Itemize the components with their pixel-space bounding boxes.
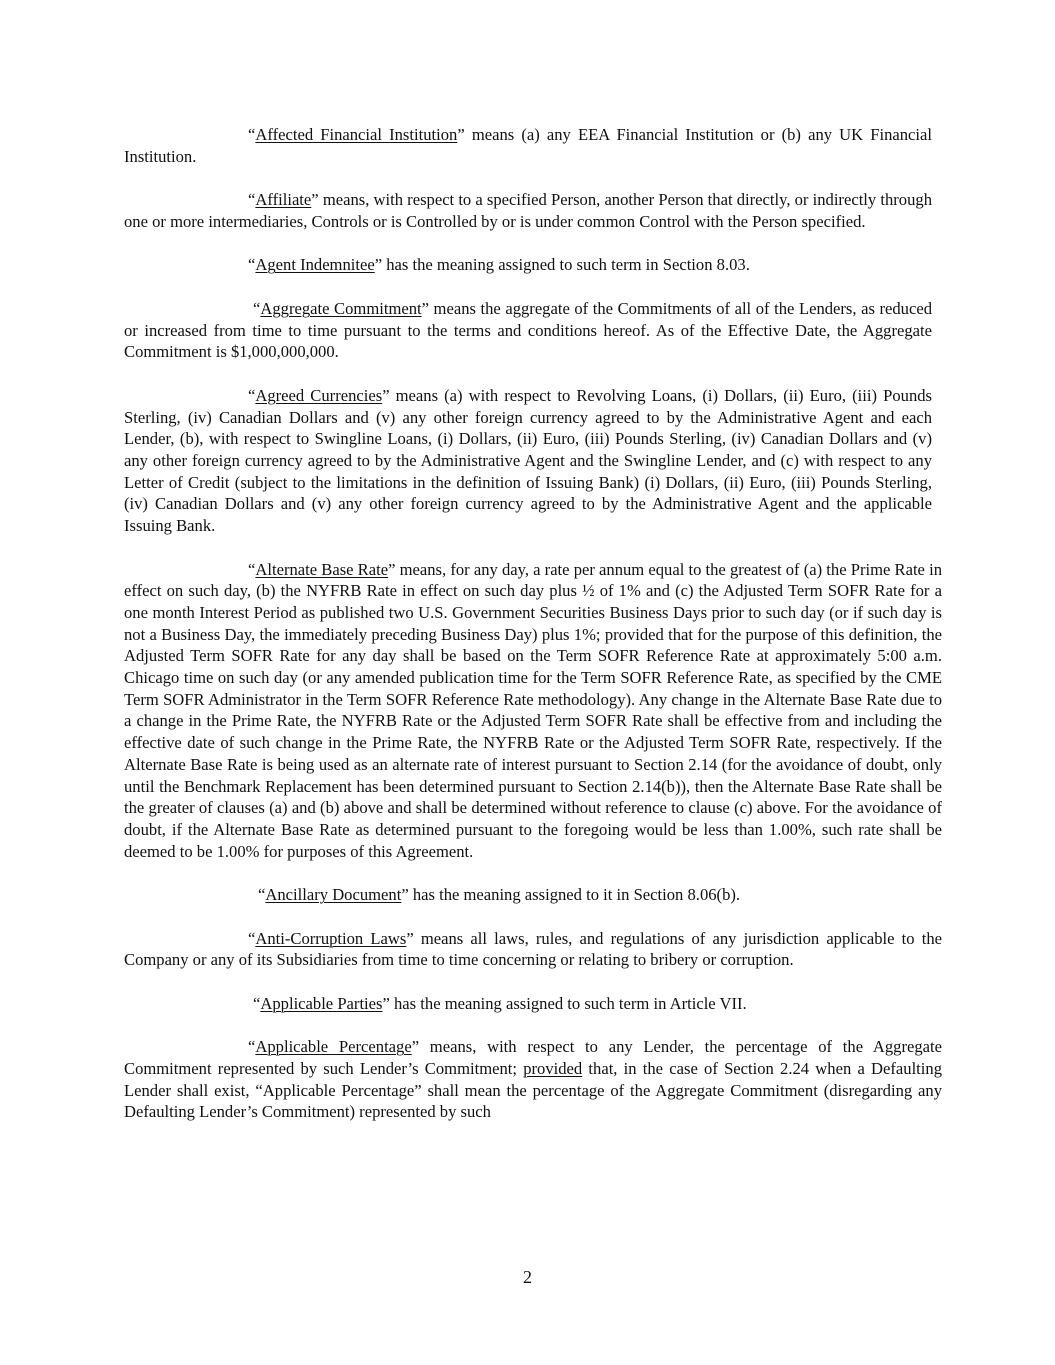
definition-alternate-base-rate bbox=[124, 559, 942, 863]
definitions-section bbox=[124, 124, 942, 1123]
open-quote: “ bbox=[253, 993, 261, 1013]
defined-term: Applicable Percentage bbox=[255, 1037, 412, 1057]
definition-text: ” means (a) any EEA Financial Institution or (b) any UK Financial Institution. bbox=[124, 125, 933, 166]
definition-text: ” means (a) with respect to Revolving Loans, (i) Dollars, (ii) Euro, (iii) Pounds Sterling, (iv) Canadian Dollars and (v) any other foreign currency agreed to by the Administrative Agent and each Lender, (b), with respect to Swingline Loans, (i) Dollars, (ii) Euro, (iii) Pounds Sterling, (iv) Canadian Dollars and (v) any other foreign currency agreed to by the Administrative Agent and the Swingline Lender, and (c) with respect to any Letter of Credit (subject to the limitations in the definition of Issuing Bank) (i) Dollars, (ii) Euro, (iii) Pounds Sterling, (iv) Canadian Dollars and (v) any other foreign currency agreed to by the Administrative Agent and the applicable Issuing Bank. bbox=[124, 385, 932, 536]
definition-agent-indemnitee bbox=[124, 254, 932, 276]
defined-term: Affiliate bbox=[255, 190, 312, 210]
definition-applicable-percentage bbox=[124, 1036, 942, 1123]
definition-applicable-parties bbox=[124, 993, 942, 1015]
defined-term: Ancillary Document bbox=[265, 885, 402, 905]
defined-term: Aggregate Commitment bbox=[260, 298, 422, 318]
open-quote: “ bbox=[248, 559, 256, 579]
open-quote: “ bbox=[248, 255, 256, 275]
open-quote: “ bbox=[248, 928, 256, 948]
definition-affected-financial-institution bbox=[124, 124, 932, 167]
definition-ancillary-document bbox=[124, 884, 942, 906]
defined-term: Agreed Currencies bbox=[255, 385, 383, 405]
definition-text: ” has the meaning assigned to such term in Article VII. bbox=[382, 993, 747, 1013]
definition-text: ” has the meaning assigned to it in Section 8.06(b). bbox=[401, 885, 741, 905]
open-quote: “ bbox=[253, 298, 261, 318]
definition-text: ” means, for any day, a rate per annum equal to the greatest of (a) the Prime Rate in effect on such day, (b) the NYFRB Rate in effect on such day plus ½ of 1% and (c) the Adjusted Term SOFR Rate for a one month Interest Period as published two U.S. Government Securities Business Days prior to such day (or if such day is not a Business Day, the immediately preceding Business Day) plus 1%; provided that for the purpose of this definition, the Adjusted Term SOFR Rate for any day shall be based on the Term SOFR Reference Rate at approximately 5:00 a.m. Chicago time on such day (or any amended publication time for the Term SOFR Reference Rate, as specified by the CME Term SOFR Administrator in the Term SOFR Reference Rate methodology). Any change in the Alternate Base Rate due to a change in the Prime Rate, the NYFRB Rate or the Adjusted Term SOFR Rate shall be effective from and including the effective date of such change in the Prime Rate, the NYFRB Rate or the Adjusted Term SOFR Rate, respectively. If the Alternate Base Rate is being used as an alternate rate of interest pursuant to Section 2.14 (for the avoidance of doubt, only until the Benchmark Replacement has been determined pursuant to Section 2.14(b)), then the Alternate Base Rate shall be the greater of clauses (a) and (b) above and shall be determined without reference to clause (c) above. For the avoidance of doubt, if the Alternate Base Rate as determined pursuant to the foregoing would be less than 1.00%, such rate shall be deemed to be 1.00% for purposes of this Agreement. bbox=[124, 559, 942, 861]
definition-anti-corruption-laws bbox=[124, 928, 942, 971]
open-quote: “ bbox=[248, 190, 256, 210]
open-quote: “ bbox=[248, 385, 256, 405]
definition-text-continued: that, in the case of Section 2.24 when a Defaulting Lender shall exist, “Applicable Percentage” shall mean the percentage of the Aggregate Commitment (disregarding any Defaulting Lender’s Commitment) represented by such bbox=[124, 1059, 942, 1122]
open-quote: “ bbox=[248, 125, 256, 144]
definition-affiliate bbox=[124, 189, 932, 232]
open-quote: “ bbox=[248, 1037, 256, 1057]
definition-text: ” means all laws, rules, and regulations of any jurisdiction applicable to the Company or any of its Subsidiaries from time to time concerning or relating to bribery or corruption. bbox=[124, 928, 943, 970]
defined-term: Applicable Parties bbox=[260, 993, 383, 1013]
page-number: 2 bbox=[523, 1267, 532, 1287]
definition-agreed-currencies bbox=[124, 385, 932, 537]
open-quote: “ bbox=[258, 885, 266, 905]
defined-term: Alternate Base Rate bbox=[255, 559, 389, 579]
defined-term: Anti-Corruption Laws bbox=[255, 928, 407, 948]
definition-text: ” means, with respect to a specified Person, another Person that directly, or indirectly through one or more intermediaries, Controls or is Controlled by or is under common Control with the Person specified. bbox=[124, 190, 932, 231]
defined-term: Agent Indemnitee bbox=[255, 255, 375, 275]
definition-text: ” means the aggregate of the Commitments of all of the Lenders, as reduced or increased from time to time pursuant to the terms and conditions hereof. As of the Effective Date, the Aggregate Commitment is $1,000,000,000. bbox=[124, 298, 932, 362]
definition-aggregate-commitment bbox=[124, 298, 932, 363]
proviso-term: provided bbox=[523, 1059, 583, 1079]
definition-text: ” means, with respect to any Lender, the percentage of the Aggregate Commitment represented by such Lender’s Commitment; bbox=[124, 1037, 942, 1079]
definition-text: ” has the meaning assigned to such term in Section 8.03. bbox=[374, 255, 750, 275]
defined-term: Affected Financial Institution bbox=[255, 125, 458, 144]
